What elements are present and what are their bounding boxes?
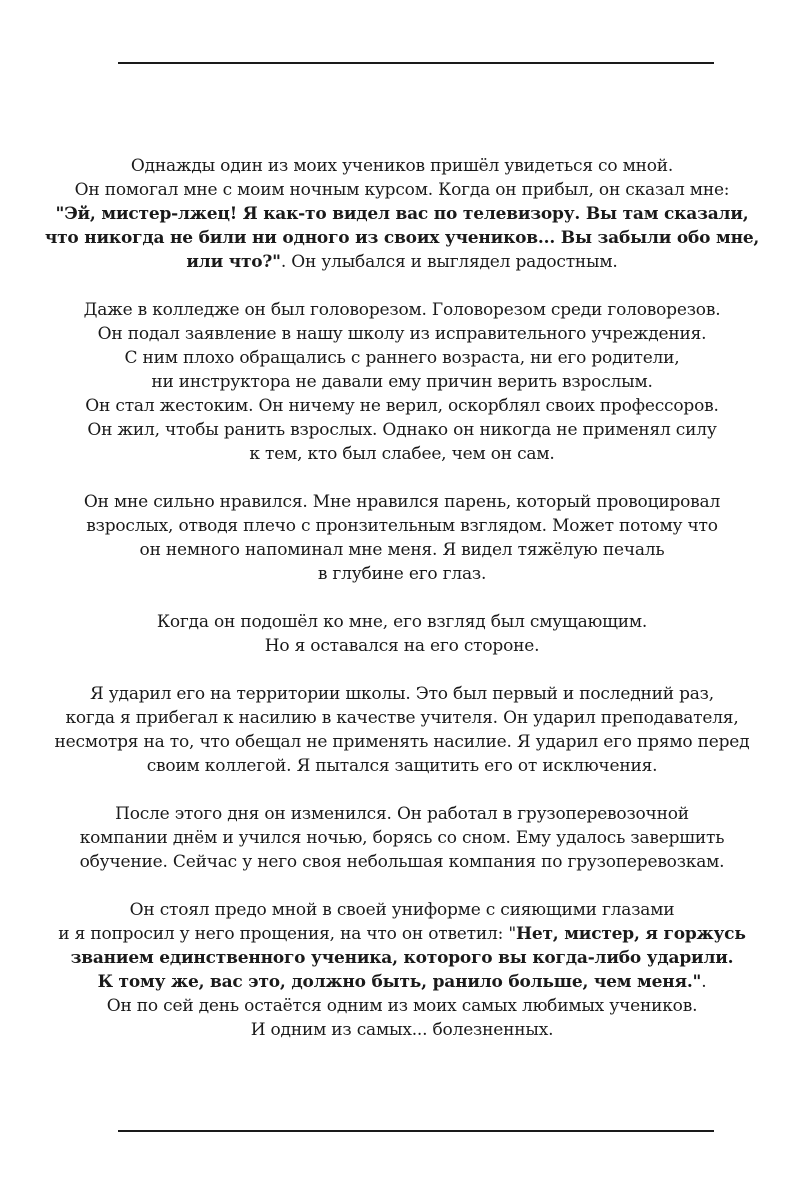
text-line xyxy=(0,994,804,1018)
text-segment: ни инструктора не давали ему причин верить взрослым. xyxy=(151,372,653,392)
text-segment: взрослых, отводя плечо с пронзительным взглядом. Может потому что xyxy=(86,516,718,536)
bold-quote-segment: что никогда не били ни одного из своих учеников... Вы забыли обо мне, xyxy=(44,228,760,248)
text-segment: Он по сей день остаётся одним из моих самых любимых учеников. xyxy=(106,996,698,1016)
text-line xyxy=(0,538,804,562)
top-divider xyxy=(118,62,714,64)
text-line xyxy=(0,154,804,178)
bold-quote-segment: "Эй, мистер-лжец! Я как-то видел вас по телевизору. Вы там сказали, xyxy=(55,204,749,224)
text-line xyxy=(0,202,804,226)
paragraph-2 xyxy=(0,298,804,466)
text-line xyxy=(0,250,804,274)
text-segment: компании днём и учился ночью, борясь со сном. Ему удалось завершить xyxy=(79,828,725,848)
text-segment: Я ударил его на территории школы. Это был первый и последний раз, xyxy=(90,684,714,704)
text-line xyxy=(0,226,804,250)
text-line xyxy=(0,850,804,874)
text-line xyxy=(0,730,804,754)
text-line xyxy=(0,754,804,778)
text-line xyxy=(0,490,804,514)
text-segment: И одним из самых... болезненных. xyxy=(250,1020,554,1040)
text-line xyxy=(0,346,804,370)
paragraph-3 xyxy=(0,490,804,586)
text-line xyxy=(0,802,804,826)
text-segment: С ним плохо обращались с раннего возраста, ни его родители, xyxy=(124,348,680,368)
text-segment: Однажды один из моих учеников пришёл увидеться со мной. xyxy=(130,156,674,176)
text-line xyxy=(0,370,804,394)
text-line xyxy=(0,946,804,970)
bold-quote-segment: званием единственного ученика, которого вы когда-либо ударили. xyxy=(70,948,734,968)
text-segment: своим коллегой. Я пытался защитить его от исключения. xyxy=(146,756,658,776)
text-segment: к тем, кто был слабее, чем он сам. xyxy=(249,444,555,464)
text-line xyxy=(0,634,804,658)
paragraph-6 xyxy=(0,802,804,874)
text-line xyxy=(0,514,804,538)
text-line xyxy=(0,394,804,418)
text-segment: Он стоял предо мной в своей униформе с сияющими глазами xyxy=(129,900,675,920)
text-line xyxy=(0,898,804,922)
text-segment: обучение. Сейчас у него своя небольшая компания по грузоперевозкам. xyxy=(79,852,725,872)
text-line xyxy=(0,826,804,850)
text-segment: . xyxy=(701,972,707,992)
paragraph-4 xyxy=(0,610,804,658)
paragraph-7 xyxy=(0,898,804,1042)
text-segment: Но я оставался на его стороне. xyxy=(264,636,540,656)
text-segment: когда я прибегал к насилию в качестве учителя. Он ударил преподавателя, xyxy=(65,708,739,728)
text-line xyxy=(0,322,804,346)
text-line xyxy=(0,922,804,946)
text-line xyxy=(0,418,804,442)
bottom-divider xyxy=(118,1130,714,1132)
text-segment: Даже в колледже он был головорезом. Головорезом среди головорезов. xyxy=(83,300,721,320)
text-segment: в глубине его глаз. xyxy=(317,564,487,584)
text-segment: Он жил, чтобы ранить взрослых. Однако он никогда не применял силу xyxy=(87,420,717,440)
text-segment: Когда он подошёл ко мне, его взгляд был смущающим. xyxy=(156,612,648,632)
text-line xyxy=(0,442,804,466)
bold-quote-segment: К тому же, вас это, должно быть, ранило больше, чем меня." xyxy=(97,972,702,992)
text-line xyxy=(0,1018,804,1042)
text-line xyxy=(0,562,804,586)
text-segment: После этого дня он изменился. Он работал в грузоперевозочной xyxy=(115,804,689,824)
text-line xyxy=(0,178,804,202)
text-segment: Он помогал мне с моим ночным курсом. Когда он прибыл, он сказал мне: xyxy=(74,180,730,200)
bold-quote-segment: Нет, мистер, я горжусь xyxy=(515,924,746,944)
text-line xyxy=(0,610,804,634)
text-segment: Он подал заявление в нашу школу из исправительного учреждения. xyxy=(97,324,707,344)
paragraph-5 xyxy=(0,682,804,778)
paragraph-1 xyxy=(0,154,804,274)
text-segment: несмотря на то, что обещал не применять насилие. Я ударил его прямо перед xyxy=(54,732,750,752)
text-line xyxy=(0,970,804,994)
text-segment: . Он улыбался и выглядел радостным. xyxy=(280,252,618,272)
text-line xyxy=(0,682,804,706)
text-line xyxy=(0,298,804,322)
text-segment: и я попросил у него прощения, на что он ответил: " xyxy=(58,924,516,944)
narration-text xyxy=(0,154,804,1066)
text-segment: он немного напоминал мне меня. Я видел тяжёлую печаль xyxy=(139,540,665,560)
text-line xyxy=(0,706,804,730)
text-segment: Он стал жестоким. Он ничему не верил, оскорблял своих профессоров. xyxy=(85,396,719,416)
text-segment: Он мне сильно нравился. Мне нравился парень, который провоцировал xyxy=(83,492,721,512)
bold-quote-segment: или что?" xyxy=(186,252,281,272)
